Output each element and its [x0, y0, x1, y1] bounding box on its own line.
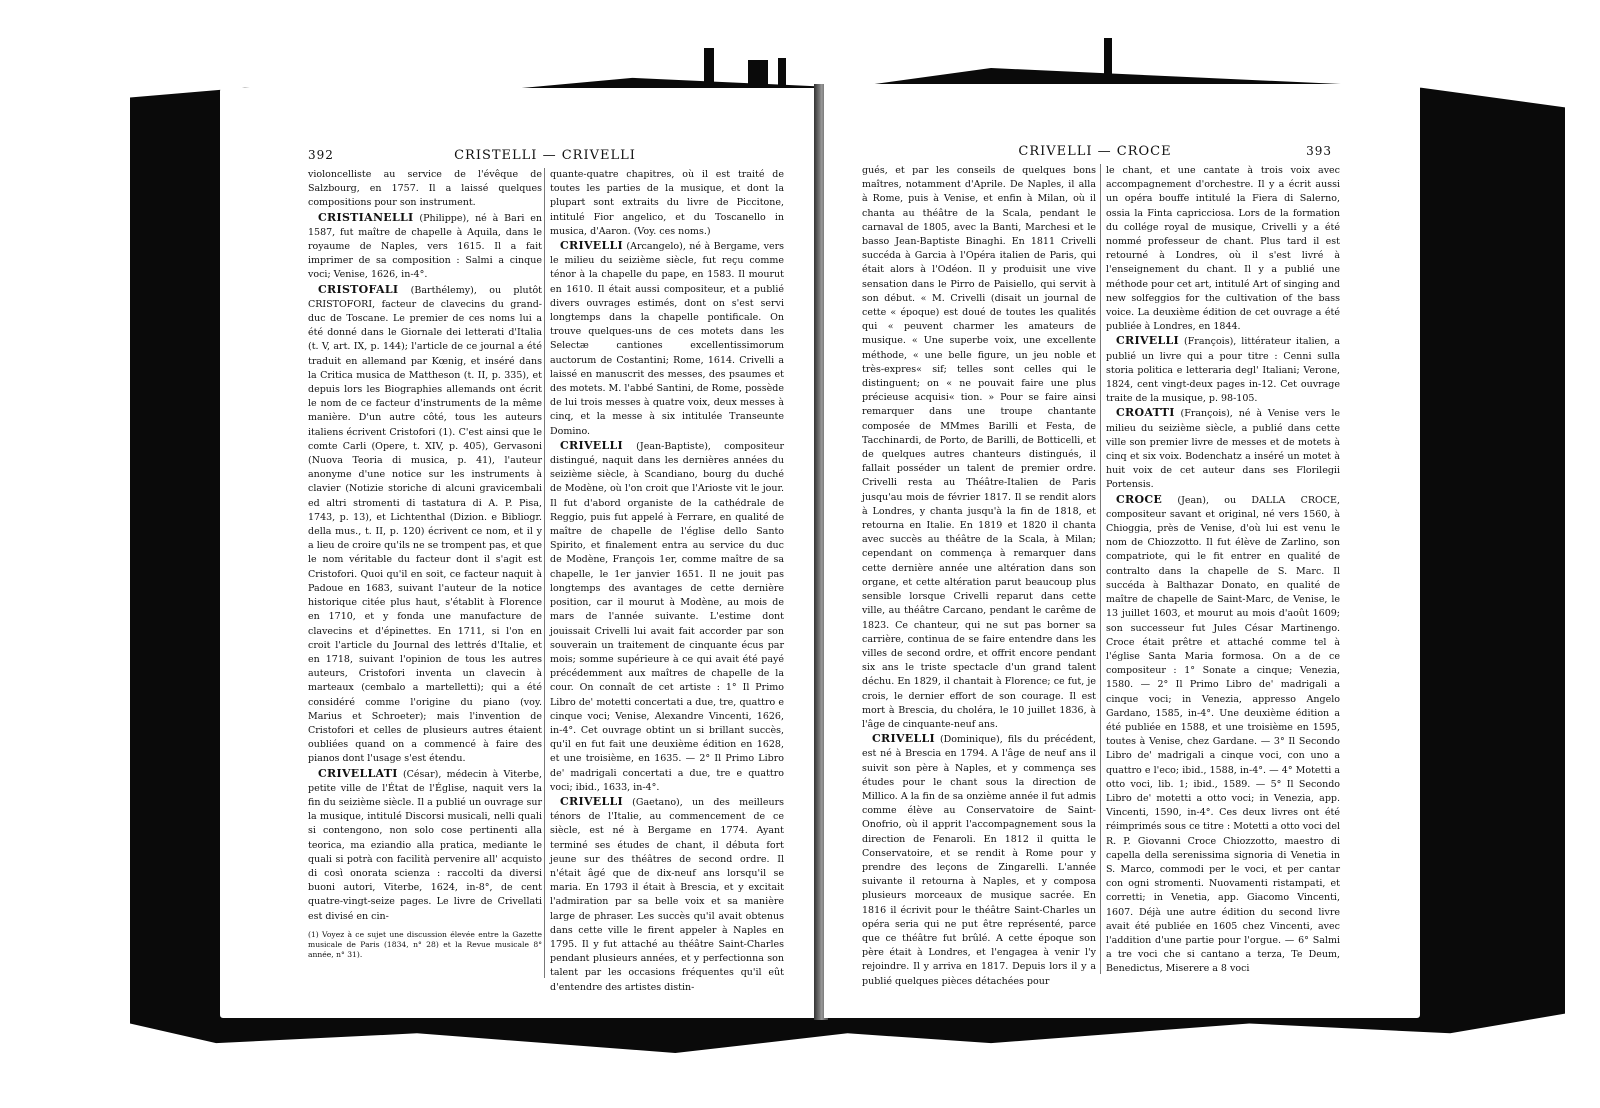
running-title: CRISTELLI — CRIVELLI: [454, 148, 636, 163]
text-column: [308, 168, 542, 960]
text-column: [1106, 164, 1340, 977]
entry-headword: CRIVELLI: [560, 438, 623, 452]
entry-text: (César), médecin à Viterbe, petite ville de l'État de l'Église, naquit vers la fin du seizième siècle. Il a publié un ouvrage sur la musique, intitulé Discorsi musicali, nelli quali si contengono, non solo cose pertinenti alla teorica, ma eziandio alla pratica, mediante le quali si potrà con facilità pervenire all' acquisto di così onorata scienza : raccolti da diversi buoni autori, Viterbe, 1624, in-8°, de cent quatre-vingt-seize pages. Le livre de Crivellati est divisé en cin-: [308, 768, 542, 922]
continued-text: [308, 168, 542, 211]
entry-text: (Philippe), né à Bari en 1587, fut maître de chapelle à Aquila, dans le royaume de Naples, vers 1615. Il a fait imprimer de sa composition : Salmi a cinque voci; Venise, 1626, in-4°.: [308, 212, 542, 281]
entry-text: le chant, et une cantate à trois voix avec accompagnement d'orchestre. Il y a écrit aussi un opéra bouffe intitulé la Fiera di Salerno, ossia la Finta capricciosa. Lors de la formation du collége royal de musique, Crivelli y a été nommé professeur de chant. Plus tard il est retourné à Londres, où il s'est livré à l'enseignement du chant. Il y a publié une méthode pour cet art, intitulé Art of singing and new solfeggios for the cultivation of the bass voice. La deuxième édition de cet ouvrage a été publiée à Londres, en 1844.: [1106, 165, 1340, 333]
entry-text: (Gaetano), un des meilleurs ténors de l'Italie, au commencement de ce siècle, est né à Bergame en 1774. Ayant terminé ses études de chant, il débuta fort jeune sur des théâtres de second ordre. Il n'était âgé que de dix-neuf ans lorsqu'il se maria. En 1793 il était à Brescia, et y excitait l'admiration par sa belle voix et sa manière large de phraser. Les succès qu'il avait obtenus dans cette ville le firent appeler à Naples en 1795. Il y fut attaché au théâtre Saint-Charles pendant plusieurs années, et y perfectionna son talent par les occasions fréquentes qu'il eût d'entendre des artistes distin-: [550, 796, 784, 993]
dictionary-entry: [550, 239, 784, 439]
entry-text: (Dominique), fils du précédent, est né à Brescia en 1794. A l'âge de neuf ans il suivit son père à Naples, et y commença ses études pour le chant sous la direction de Millico. A la fin de sa onzième année il fut admis comme élève au Conservatoire de Saint-Onofrio, où il apprit l'accompagnement sous la direction de Fenaroli. En 1812 il quitta le Conservatoire, et se rendit à Rome pour y prendre des leçons de Zingarelli. L'année suivante il retourna à Naples, et y composa plusieurs morceaux de musique sacrée. En 1816 il écrivit pour le théâtre Saint-Charles un opéra seria qui ne put être représenté, parce que ce théâtre fut brûlé. A cette époque son père était à Londres, et l'engagea à venir l'y rejoindre. Il y arriva en 1817. Depuis lors il y a publié quelques pièces détachées pour: [862, 734, 1096, 987]
page-number: 392: [308, 148, 334, 162]
dictionary-entry: [1106, 406, 1340, 492]
entry-text: (Barthélemy), ou plutôt CRISTOFORI, facteur de clavecins du grand-duc de Toscane. Le premier de ces noms lui a été donné dans le Giornale dei letterati d'Italia (t. V, art. IX, p. 144); l'article de ce journal a été traduit en allemand par Kœnig, et inséré dans la Critica musica de Mattheson (t. II, p. 335), et depuis lors les Biographies allemands ont écrit le nom de ce facteur d'instruments de la même manière. D'un autre côté, tous les auteurs italiens écrivent Cristofori (1). C'est ainsi que le comte Carli (Opere, t. XIV, p. 405), Gervasoni (Nuova Teoria di musica, p. 41), l'auteur anonyme d'une notice sur les instruments à clavier (Notizie storiche di alcuni gravicembali ed altri stromenti di tastatura di A. P. Pisa, 1743, p. 13), et Lichtenthal (Dizion. e Bibliogr. della mus., t. II, p. 120) écrivent ce nom, et il y a lieu de croire qu'ils ne se trompent pas, et que le nom véritable du facteur dont il s'agit est Cristofori. Quoi qu'il en soit, ce facteur naquit à Padoue en 1683, suivant l'auteur de la notice historique citée plus haut, s'établit à Florence en 1710, et y fonda une manufacture de clavecins et d'épinettes. En 1711, si l'on en croit l'article du Journal des lettrés d'Italie, et en 1718, suivant l'opinion de tous les autres auteurs, Cristofori inventa un clavecin à marteaux (cembalo a martelletti); qui a été considéré comme l'origine du piano (voy. Marius et Schroeter); mais l'invention de Cristofori et celles de plusieurs autres étaient oubliées quand on a commencé à faire des pianos dont l'usage s'est étendu.: [308, 284, 542, 765]
dictionary-entry: [308, 283, 542, 767]
dictionary-entry: [550, 795, 784, 995]
footnote: (1) Voyez à ce sujet une discussion élevée entre la Gazette musicale de Paris (1834, n° 28) et la Revue musicale 8° année, n° 31).: [308, 929, 542, 959]
running-head: [858, 144, 1332, 160]
entry-text: (François), né à Venise vers le milieu du seizième siècle, a publié dans cette ville son premier livre de messes et de motets à cinq et six voix. Bodenchatz a inséré un motet à huit voix de cet auteur dans ses Florilegii Portensis.: [1106, 408, 1340, 491]
page-number: 393: [1306, 144, 1332, 158]
column-divider: [544, 168, 545, 978]
entry-headword: CRIVELLI: [872, 732, 935, 746]
entry-headword: CRIVELLI: [560, 239, 623, 253]
page-tab-mark: [778, 58, 786, 92]
dictionary-entry: [550, 439, 784, 795]
dictionary-entry: [308, 211, 542, 283]
text-column: [550, 168, 784, 995]
right-page: [824, 84, 1420, 1018]
dictionary-entry: [308, 767, 542, 924]
continued-text: [1106, 164, 1340, 334]
entry-text: violoncelliste au service de l'évêque de Salzbourg, en 1757. Il a laissé quelques compositions pour son instrument.: [308, 169, 542, 209]
column-divider: [1100, 164, 1101, 974]
entry-text: (François), littérateur italien, a publié un livre qui a pour titre : Cenni sulla storia politica e letteraria degl' Italiani; Verone, 1824, cent vingt-deux pages in-12. Cet ouvrage traite de la musique, p. 98-105.: [1106, 336, 1340, 405]
entry-headword: CRIVELLATI: [318, 766, 398, 780]
entry-text: quante-quatre chapitres, où il est traité de toutes les parties de la musique, et dont la plupart sont extraits du livre de Piccitone, intitulé Fior angelico, et du Toscanello in musica, d'Aaron. (Voy. ces noms.): [550, 169, 784, 237]
continued-text: [550, 168, 784, 239]
page-tab-mark: [1104, 38, 1112, 84]
entry-headword: CRIVELLI: [560, 794, 623, 808]
continued-text: [862, 164, 1096, 732]
entry-text: (Arcangelo), né à Bergame, vers le milieu du seizième siècle, fut reçu comme ténor à la chapelle du pape, en 1583. Il mourut en 1610. Il était aussi compositeur, et a publié divers ouvrages estimés, dont on s'est servi longtemps dans la chapelle pontificale. On trouve quelques-uns de ces motets dans les Selectæ cantiones excellentissimorum auctorum de Costantini; Rome, 1614. Crivelli a laissé en manuscrit des messes, des psaumes et des motets. M. l'abbé Santini, de Rome, possède de lui trois messes à quatre voix, deux messes à cinq, et la messe à six intitulée Transeunte Domino.: [550, 241, 784, 437]
entry-headword: CROATTI: [1116, 406, 1175, 420]
entry-text: (Jean-Baptiste), compositeur distingué, naquit dans les dernières années du seizième siècle, à Scandiano, bourg du duché de Modène, où l'on croit que l'Arioste vit le jour. Il fut d'abord organiste de la cathédrale de Reggio, puis fut appelé à Ferrare, en qualité de maître de chapelle de l'église dello Santo Spirito, et finalement entra au service du duc de Modène, François 1er, comme maître de sa chapelle, le 1er janvier 1651. Il ne jouit pas longtemps des avantages de cette dernière position, car il mourut à Modène, au mois de mars de l'année suivante. L'estime dont jouissait Crivelli lui avait fait accorder par son souverain un traitement de cinquante écus par mois; somme supérieure à ce qui avait été payé précédemment aux maîtres de chapelle de la cour. On connaît de cet artiste : 1° Il Primo Libro de' motetti concertati a due, tre, quattro e cinque voci; Venise, Alexandre Vincenti, 1626, in-4°. Cet ouvrage obtint un si brillant succès, qu'il en fut fait une deuxième édition en 1628, et une troisième, en 1635. — 2° Il Primo Libro de' madrigali concertati a due, tre e quattro voci; ibid., 1633, in-4°.: [550, 440, 784, 793]
page-tab-mark: [704, 48, 714, 92]
text-column: [862, 164, 1096, 989]
left-page: [220, 88, 816, 1018]
running-title: CRIVELLI — CROCE: [1018, 144, 1172, 159]
entry-headword: CRISTOFALI: [318, 282, 399, 296]
entry-headword: CRIVELLI: [1116, 334, 1179, 348]
entry-headword: CROCE: [1116, 492, 1163, 506]
dictionary-entry: [1106, 493, 1340, 977]
dictionary-entry: [862, 732, 1096, 989]
dictionary-entry: [1106, 334, 1340, 406]
entry-headword: CRISTIANELLI: [318, 210, 414, 224]
entry-text: gués, et par les conseils de quelques bons maîtres, notamment d'Aprile. De Naples, il alla à Rome, puis à Venise, et enfin à Milan, où il chanta au théâtre de la Scala, pendant le carnaval de 1805, avec la Banti, Marchesi et le basso Jean-Baptiste Binaghi. En 1811 Crivelli succéda à Garcia à l'Opéra italien de Paris, qui était alors à l'Odéon. Il y produisit une vive sensation dans le Pirro de Paisiello, qui servit à son début. « M. Crivelli (disait un journal de cette « époque) est doué de toutes les qualités qui « peuvent charmer les amateurs de musique. « Une superbe voix, une excellente méthode, « une belle figure, un jeu noble et très-expres« sif; telles sont celles qui le distinguent; on « ne pouvait faire une plus précieuse acquisi« tion. » Pour se faire ainsi remarquer dans une troupe chantante composée de MMmes Barilli et Festa, de Tacchinardi, de Porto, de Barilli, de Botticelli, et de quelques autres chanteurs distingués, il fallait posséder un talent de premier ordre. Crivelli resta au Théâtre-Italien de Paris jusqu'au mois de février 1817. Il se rendit alors à Londres, y chanta jusqu'à la fin de 1818, et retourna en Italie. En 1819 et 1820 il chanta avec succès au théâtre de la Scala, à Milan; cependant on commença à remarquer dans cette dernière année une altération dans son organe, et cette altération parut beaucoup plus sensible lorsque Crivelli reparut dans cette ville, au théâtre Carcano, pendant le carême de 1823. Ce chanteur, qui ne sut pas borner sa carrière, continua de se faire entendre dans les villes de second ordre, et offrit encore pendant six ans le triste spectacle d'un grand talent déchu. En 1829, il chantait à Florence; ce fut, je crois, le dernier effort de son courage. Il est mort à Brescia, du choléra, le 10 juillet 1836, à l'âge de cinquante-neuf ans.: [862, 165, 1096, 730]
entry-text: (Jean), ou DALLA CROCE, compositeur savant et original, né vers 1560, à Chioggia, près de Venise, d'où lui est venu le nom de Chiozzotto. Il fut élève de Zarlino, son compatriote, qui le fit entrer en qualité de contralto dans la chapelle de S. Marc. Il succéda à Balthazar Donato, en qualité de maître de chapelle de Saint-Marc, de Venise, le 13 juillet 1603, et mourut au mois d'août 1609; son successeur fut Jules César Martinengo. Croce était prêtre et attaché comme tel à l'église Santa Maria formosa. On a de ce compositeur : 1° Sonate a cinque; Venezia, 1580. — 2° Il Primo Libro de' madrigali a cinque voci; in Venezia, appresso Angelo Gardano, 1585, in-4°. Une deuxième édition a été publiée en 1588, et une troisième en 1595, toutes à Venise, chez Gardane. — 3° Il Secondo Libro de' madrigali a cinque voci, con uno a quattro e l'eco; ibid., 1588, in-4°. — 4° Motetti a otto voci, lib. 1; ibid., 1589. — 5° Il Secondo Libro de' motetti a otto voci; in Venezia, app. Vincenti, 1590, in-4°. Ces deux livres ont été réimprimés sous ce titre : Motetti a otto voci del R. P. Giovanni Croce Chiozzotto, maestro di capella della serenissima signoria di Venetia in S. Marco, commodi per le voci, et per cantar con ogni stromenti. Nuovamenti ristampati, et corretti; in Venetia, app. Giacomo Vincenti, 1607. Déjà une autre édition du second livre avait été publiée en 1605 chez Vincenti, avec l'addition d'une partie pour l'orgue. — 6° Salmi a tre voci che si cantano a terza, Te Deum, Benedictus, Miserere a 8 voci: [1106, 494, 1340, 975]
running-head: [308, 148, 782, 164]
